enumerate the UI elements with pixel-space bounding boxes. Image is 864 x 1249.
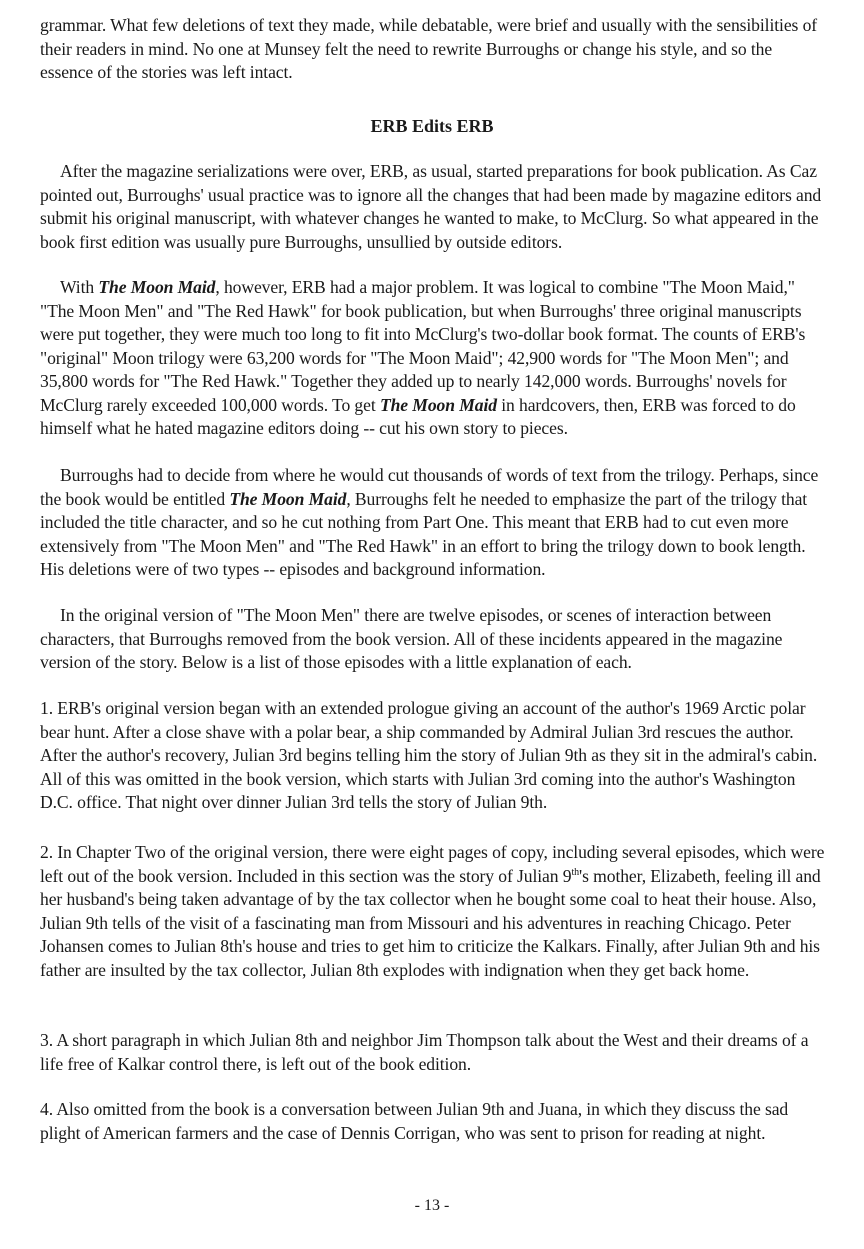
book-title: The Moon Maid	[98, 277, 216, 297]
paragraph-4: In the original version of "The Moon Men" there are twelve episodes, or scenes of interaction between characters, that Burroughs removed from the book version. All of these incidents appeared in the magazine version of the story. Below is a list of those episodes with a little explanation of each.	[40, 605, 783, 672]
list-item-3: 3. A short paragraph in which Julian 8th and neighbor Jim Thompson talk about the West and their dreams of a life free of Kalkar control there, is left out of the book edition.	[40, 1030, 809, 1074]
list-item-2: 2. In Chapter Two of the original version, there were eight pages of copy, including several episodes, which were left out of the book version. Included in this section was the story of Julian 9th's mother, Elizabeth, feeling ill and her husband's being taken advantage of by the tax collector when he bought some coal to heat their house. Also, Julian 9th tells of the visit of a fascinating man from Missouri and his adventures in reaching Chicago. Peter Johansen comes to Julian 8th's house and tries to get him to criticize the Kalkars. Finally, after Julian 9th and his father are insulted by the tax collector, Julian 8th explodes with indignation when they get back home.	[40, 842, 825, 980]
section-title: ERB Edits ERB	[370, 116, 494, 136]
paragraph-1: After the magazine serializations were over, ERB, as usual, started preparations for book publication. As Caz pointed out, Burroughs' usual practice was to ignore all the changes that had been made by magazine editors and submit his original manuscript, with whatever changes he wanted to make, to McClurg. So what appeared in the book first edition was usually pure Burroughs, unsullied by outside editors.	[40, 161, 822, 252]
intro-paragraph: grammar. What few deletions of text they made, while debatable, were brief and usually with the sensibilities of their readers in mind. No one at Munsey felt the need to rewrite Burroughs or change his style, and so the essence of the stories was left intact.	[40, 15, 818, 82]
page-number: - 13 -	[414, 1197, 450, 1214]
list-item-1: 1. ERB's original version began with an extended prologue giving an account of the author's 1969 Arctic polar bear hunt. After a close shave with a polar bear, a ship commanded by Admiral Julian 3rd rescues the author. After the author's recovery, Julian 3rd begins telling him the story of Julian 9th as they sit in the admiral's cabin. All of this was omitted in the book version, which starts with Julian 3rd coming into the author's Washington D.C. office. That night over dinner Julian 3rd tells the story of Julian 9th.	[40, 698, 818, 812]
book-title: The Moon Maid	[229, 488, 347, 509]
list-item-4: 4. Also omitted from the book is a conversation between Julian 9th and Juana, in which they discuss the sad plight of American farmers and the case of Dennis Corrigan, who was sent to prison for reading at night.	[40, 1099, 789, 1143]
paragraph-3: Burroughs had to decide from where he would cut thousands of words of text from the trilogy. Perhaps, since the book would be entitled The Moon Maid, Burroughs felt he needed to emphasize the part of the trilogy that included the title character, and so he cut nothing from Part One. This meant that ERB had to cut even more extensively from "The Moon Men" and "The Red Hawk" in an effort to bring the trilogy down to book length. His deletions were of two types -- episodes and background information.	[40, 465, 819, 579]
book-title: The Moon Maid	[379, 394, 497, 415]
superscript: th	[571, 866, 580, 878]
paragraph-2: With The Moon Maid, however, ERB had a major problem. It was logical to combine "The Moon Maid," "The Moon Men" and "The Red Hawk" for book publication, but when Burroughs' three original manuscripts were put together, they were much too long to fit into McClurg's two-dollar book format. The counts of ERB's "original" Moon trilogy were 63,200 words for "The Moon Maid"; 42,900 words for "The Moon Men"; and 35,800 words for "The Red Hawk." Together they added up to nearly 142,000 words. Burroughs' novels for McClurg rarely exceeded 100,000 words. To get The Moon Maid in hardcovers, then, ERB was forced to do himself what he hated magazine editors doing -- cut his own story to pieces.	[40, 277, 806, 438]
